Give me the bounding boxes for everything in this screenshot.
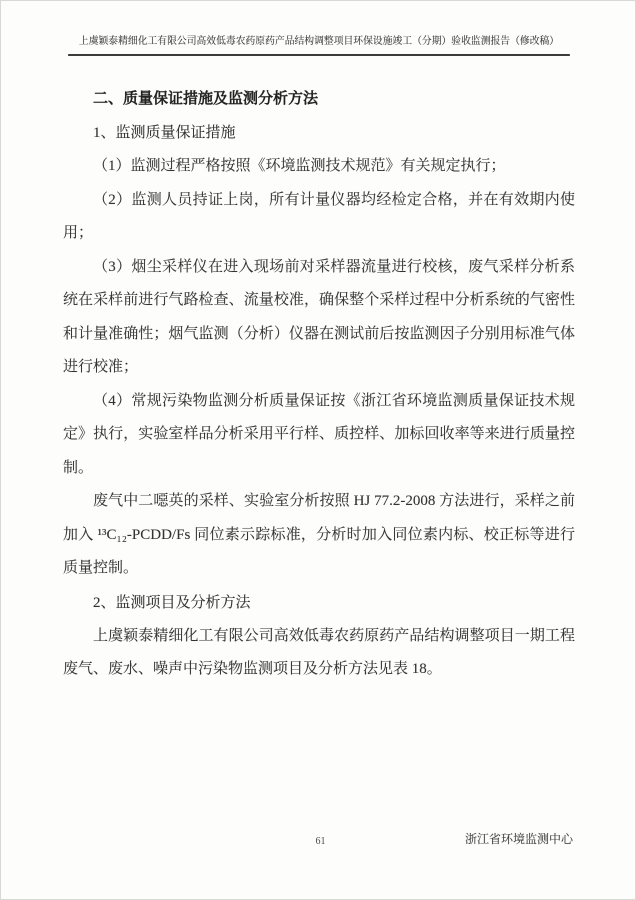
paragraph-qa-4: （4）常规污染物监测分析质量保证按《浙江省环境监测质量保证技术规定》执行，实验室样品分析采用平行样、质控样、加标回收率等来进行质量控制。 — [63, 392, 575, 476]
subsection-heading-1: 1、监测质量保证措施 — [93, 125, 236, 141]
footer-organization: 浙江省环境监测中心 — [464, 832, 573, 846]
section-title: 二、质量保证措施及监测分析方法 — [93, 91, 319, 107]
paragraph-qa-3: （3）烟尘采样仪在进入现场前对采样器流量进行校核，废气采样分析系统在采样前进行气路检查、流量校准，确保整个采样过程中分析系统的气密性和计量准确性；烟气监测（分析）仪器在测试前后按监测因子分别用标准气体进行校准； — [63, 258, 575, 375]
page-number: 61 — [315, 836, 326, 847]
paragraph-qa-2: （2）监测人员持证上岗，所有计量仪器均经检定合格，并在有效期内使用； — [63, 191, 575, 241]
document-content — [63, 82, 575, 687]
subsection-heading-2: 2、监测项目及分析方法 — [93, 594, 251, 611]
paragraph-dioxin-qa: 废气中二噁英的采样、实验室分析按照 HJ 77.2-2008 方法进行，采样之前加入 ¹³C₁₂-PCDD/Fs 同位素示踪标准，分析时加入同位素内标、校正标等进行质量控制。 — [63, 493, 575, 576]
page-body — [63, 35, 575, 687]
page-footer — [63, 831, 575, 847]
paragraph-qa-1: （1）监测过程严格按照《环境监测技术规范》有关规定执行； — [93, 158, 506, 174]
running-header: 上虞颖泰精细化工有限公司高效低毒农药原药产品结构调整项目环保设施竣工（分期）验收监测报告（修改稿） — [68, 35, 570, 56]
paragraph-monitoring-items: 上虞颖泰精细化工有限公司高效低毒农药原药产品结构调整项目一期工程废气、废水、噪声中污染物监测项目及分析方法见表 18。 — [63, 627, 575, 677]
